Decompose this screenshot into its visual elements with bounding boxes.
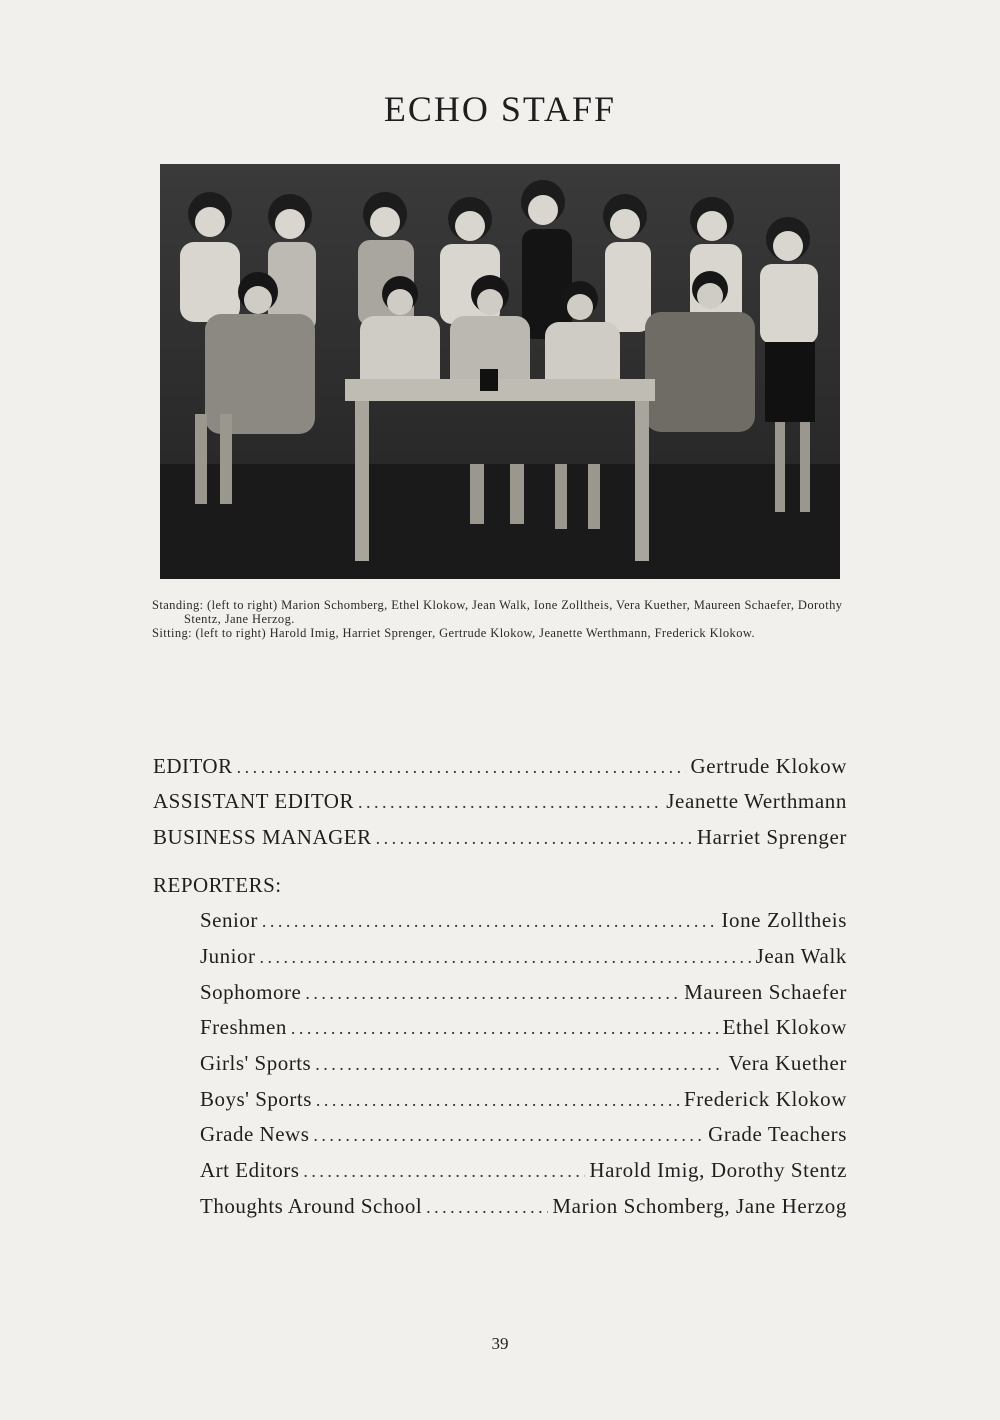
page-title: ECHO STAFF (383, 89, 617, 129)
leader-dots (303, 1161, 585, 1182)
reporter-row (200, 1158, 847, 1186)
reporter-label: Senior (200, 908, 258, 932)
leader-dots (376, 828, 693, 849)
reporter-row (200, 944, 847, 972)
caption-sitting: Sitting: (left to right) Harold Imig, Harriet Sprenger, Gertrude Klokow, Jeanette Werthmann, Frederick Klokow. (152, 626, 755, 640)
reporter-name: Maureen Schaefer (684, 980, 847, 1004)
leader-dots (315, 1054, 724, 1075)
reporter-name: Jean Walk (755, 944, 847, 968)
reporter-name: Frederick Klokow (684, 1087, 847, 1111)
leader-dots (237, 757, 687, 778)
page-number: 39 (491, 1334, 509, 1353)
role-row-business-manager (153, 825, 847, 853)
reporter-label: Thoughts Around School (200, 1194, 423, 1218)
reporter-row (200, 1051, 847, 1079)
role-label: BUSINESS MANAGER (153, 825, 372, 849)
reporter-label: Grade News (200, 1122, 310, 1146)
staff-group-photo (160, 164, 840, 579)
reporters-heading: REPORTERS: (153, 873, 282, 897)
reporter-row (200, 908, 847, 936)
reporter-label: Junior (200, 944, 256, 968)
reporter-name: Marion Schomberg, Jane Herzog (552, 1194, 847, 1218)
reporter-row (200, 1015, 847, 1043)
role-label: EDITOR (153, 754, 233, 778)
reporter-row (200, 980, 847, 1008)
role-name: Harriet Sprenger (696, 825, 847, 849)
leader-dots (260, 947, 752, 968)
reporter-row (200, 1122, 847, 1150)
role-row-assistant-editor (153, 789, 847, 817)
reporter-label: Freshmen (200, 1015, 287, 1039)
caption-standing: Standing: (left to right) Marion Schomberg, Ethel Klokow, Jean Walk, Ione Zolltheis, Vera Kuether, Maureen Schaefer, Dorothy Stentz, Jane Herzog. (152, 598, 843, 626)
leader-dots (262, 911, 718, 932)
leader-dots (358, 792, 662, 813)
role-name: Gertrude Klokow (690, 754, 847, 778)
reporter-name: Ethel Klokow (722, 1015, 847, 1039)
role-label: ASSISTANT EDITOR (153, 789, 354, 813)
reporter-name: Grade Teachers (708, 1122, 847, 1146)
reporter-label: Girls' Sports (200, 1051, 312, 1075)
leader-dots (313, 1125, 704, 1146)
reporter-row (200, 1087, 847, 1115)
leader-dots (305, 983, 680, 1004)
reporter-row (200, 1194, 847, 1222)
role-name: Jeanette Werthmann (666, 789, 847, 813)
reporter-name: Vera Kuether (728, 1051, 847, 1075)
reporter-name: Harold Imig, Dorothy Stentz (589, 1158, 847, 1182)
photo-caption (152, 598, 852, 640)
reporter-name: Ione Zolltheis (721, 908, 847, 932)
leader-dots (316, 1090, 680, 1111)
role-row-editor (153, 754, 847, 782)
leader-dots (426, 1197, 548, 1218)
reporter-label: Boys' Sports (200, 1087, 312, 1111)
reporter-label: Art Editors (200, 1158, 300, 1182)
leader-dots (291, 1018, 719, 1039)
reporter-label: Sophomore (200, 980, 302, 1004)
